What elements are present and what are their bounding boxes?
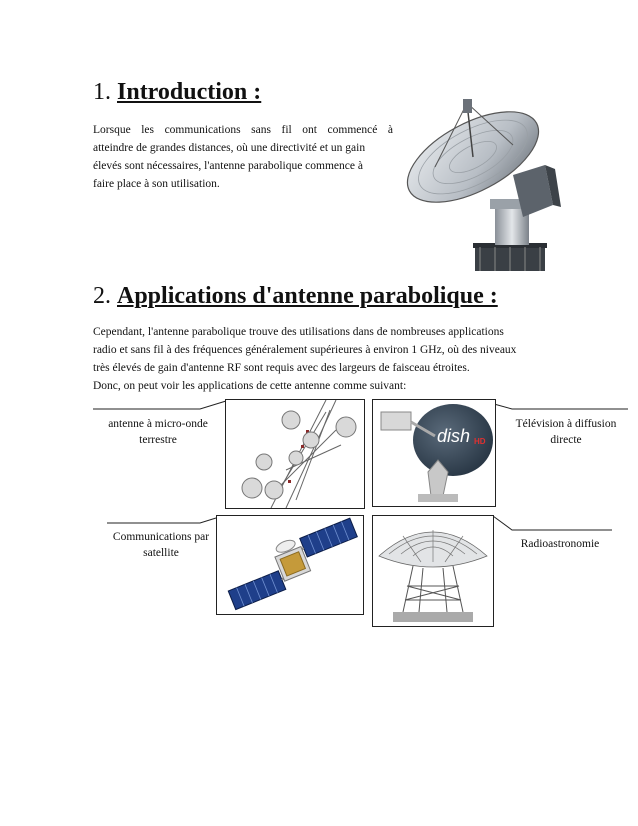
applications-line-4: Donc, on peut voir les applications de cette antenne comme suivant: [93,380,407,392]
caption-satellite [100,529,222,561]
caption-satellite-line-2: satellite [143,547,179,559]
intro-line-1: Lorsque les communications sans fil ont commencé à [93,124,393,136]
caption-tv-line-1: Télévision à diffusion [515,418,617,430]
applications-line-3: très élevés de gain d'antenne RF sont requis avec des largeurs de faisceau étroites. [93,362,470,374]
applications-title: Applications d'antenne parabolique : [117,283,498,309]
caption-tv [506,416,626,448]
satellite-image [216,515,364,615]
intro-title: Introduction : [117,79,262,105]
intro-number: 1. [93,79,111,105]
caption-terrestrial-line-2: terrestre [139,434,177,446]
caption-terrestrial-line-1: antenne à micro-onde [108,418,208,430]
caption-terrestrial [93,416,223,448]
applications-line-2: radio et sans fil à des fréquences généralement supérieures à environ 1 GHz, où des niveaux [93,344,517,356]
applications-number: 2. [93,283,111,309]
caption-satellite-line-1: Communications par [112,531,210,543]
intro-line-3: élevés sont nécessaires, l'antenne parabolique commence à [93,160,363,172]
intro-line-4: faire place à son utilisation. [93,178,220,190]
radio-astronomy-image [372,515,494,627]
caption-tv-line-2: directe [550,434,582,446]
dish-tv-image [372,399,496,507]
caption-radio-line-1: Radioastronomie [520,538,600,550]
terrestrial-tower-image [225,399,365,509]
caption-radio [506,536,614,552]
dish-hd-text: HD [474,437,486,446]
dish-brand-text: dish [437,426,471,446]
intro-line-2: atteindre de grandes distances, où une directivité et un gain [93,142,366,154]
applications-line-1: Cependant, l'antenne parabolique trouve des utilisations dans de nombreuses applications [93,326,504,338]
